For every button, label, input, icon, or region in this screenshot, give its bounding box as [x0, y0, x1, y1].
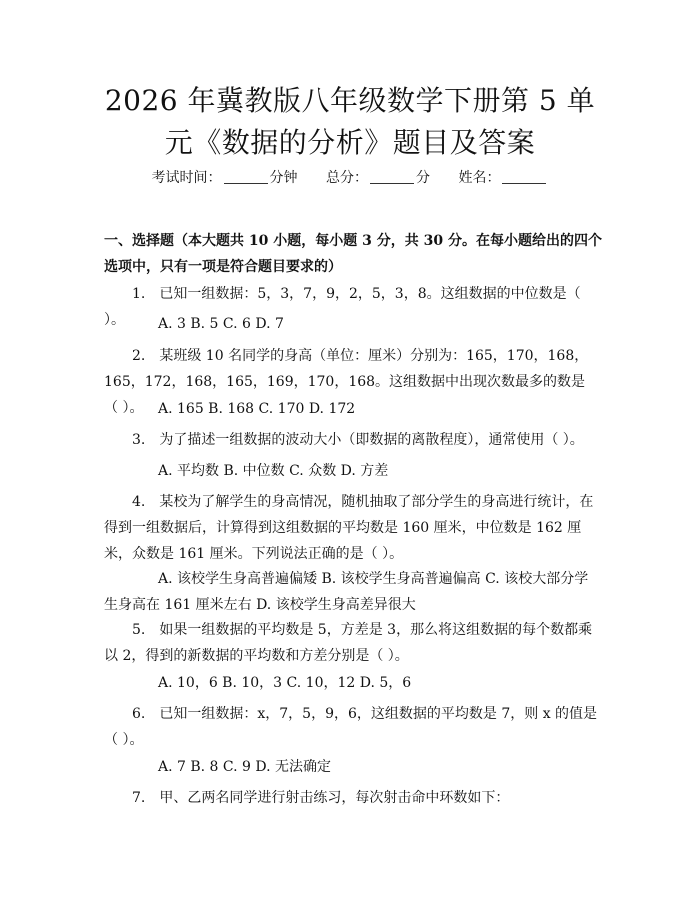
exam-time-label: 考试时间：	[151, 170, 222, 186]
student-name-blank	[502, 169, 546, 184]
student-name-field	[458, 170, 548, 186]
total-score-unit: 分	[416, 170, 430, 186]
question-2-options: A. 165 B. 168 C. 170 D. 172	[158, 401, 356, 417]
exam-time-blank	[224, 169, 268, 184]
section-heading: 一、选择题（本大题共 10 小题，每小题 3 分，共 30 分。在每小题给出的四个选项中，只有一项是符合题目要求的）	[104, 233, 602, 275]
question-3-options: A. 平均数 B. 中位数 C. 众数 D. 方差	[158, 463, 389, 479]
question-7-stem: 7. 甲、乙两名同学进行射击练习，每次射击命中环数如下：	[132, 790, 510, 806]
exam-time-field	[152, 170, 302, 186]
question-2-stem: 2. 某班级 10 名同学的身高（单位：厘米）分别为：165，170，168，165，172，168，165，169，170，168。这组数据中出现次数最多的数是（ ）。	[104, 348, 589, 416]
total-score-label: 总分：	[326, 170, 368, 186]
total-score-blank	[370, 169, 414, 184]
question-3-stem: 3. 为了描述一组数据的波动大小（即数据的离散程度），通常使用（ ）。	[132, 432, 584, 448]
student-name-label: 姓名：	[458, 170, 501, 186]
question-6-stem: 6. 已知一组数据：x，7，5，9，6，这组数据的平均数是 7，则 x 的值是（ ）。	[104, 706, 598, 748]
question-4-stem: 4. 某校为了解学生的身高情况，随机抽取了部分学生的身高进行统计，在得到一组数据后，计算得到这组数据的平均数是 160 厘米，中位数是 162 厘米，众数是 161 厘米。下列说法正确的是（ ）。	[104, 494, 594, 562]
question-1-options: A. 3 B. 5 C. 6 D. 7	[158, 316, 284, 332]
question-5-options: A. 10，6 B. 10，3 C. 10，12 D. 5，6	[158, 675, 412, 691]
question-5-stem: 5. 如果一组数据的平均数是 5，方差是 3，那么将这组数据的每个数都乘以 2，得到的新数据的平均数和方差分别是（ ）。	[104, 622, 593, 664]
exam-info	[0, 168, 700, 188]
total-score-field	[326, 170, 434, 186]
question-6-options: A. 7 B. 8 C. 9 D. 无法确定	[158, 759, 332, 775]
exam-time-unit: 分钟	[269, 170, 298, 186]
question-1-stem: 1. 已知一组数据：5，3，7，9，2，5，3，8。这组数据的中位数是（ ）。	[104, 286, 581, 328]
question-4-options: A. 该校学生身高普遍偏矮 B. 该校学生身高普遍偏高 C. 该校大部分学生身高在 161 厘米左右 D. 该校学生身高差异很大	[104, 571, 589, 613]
page-title: 2026 年冀教版八年级数学下册第 5 单元《数据的分析》题目及答案	[104, 84, 596, 159]
